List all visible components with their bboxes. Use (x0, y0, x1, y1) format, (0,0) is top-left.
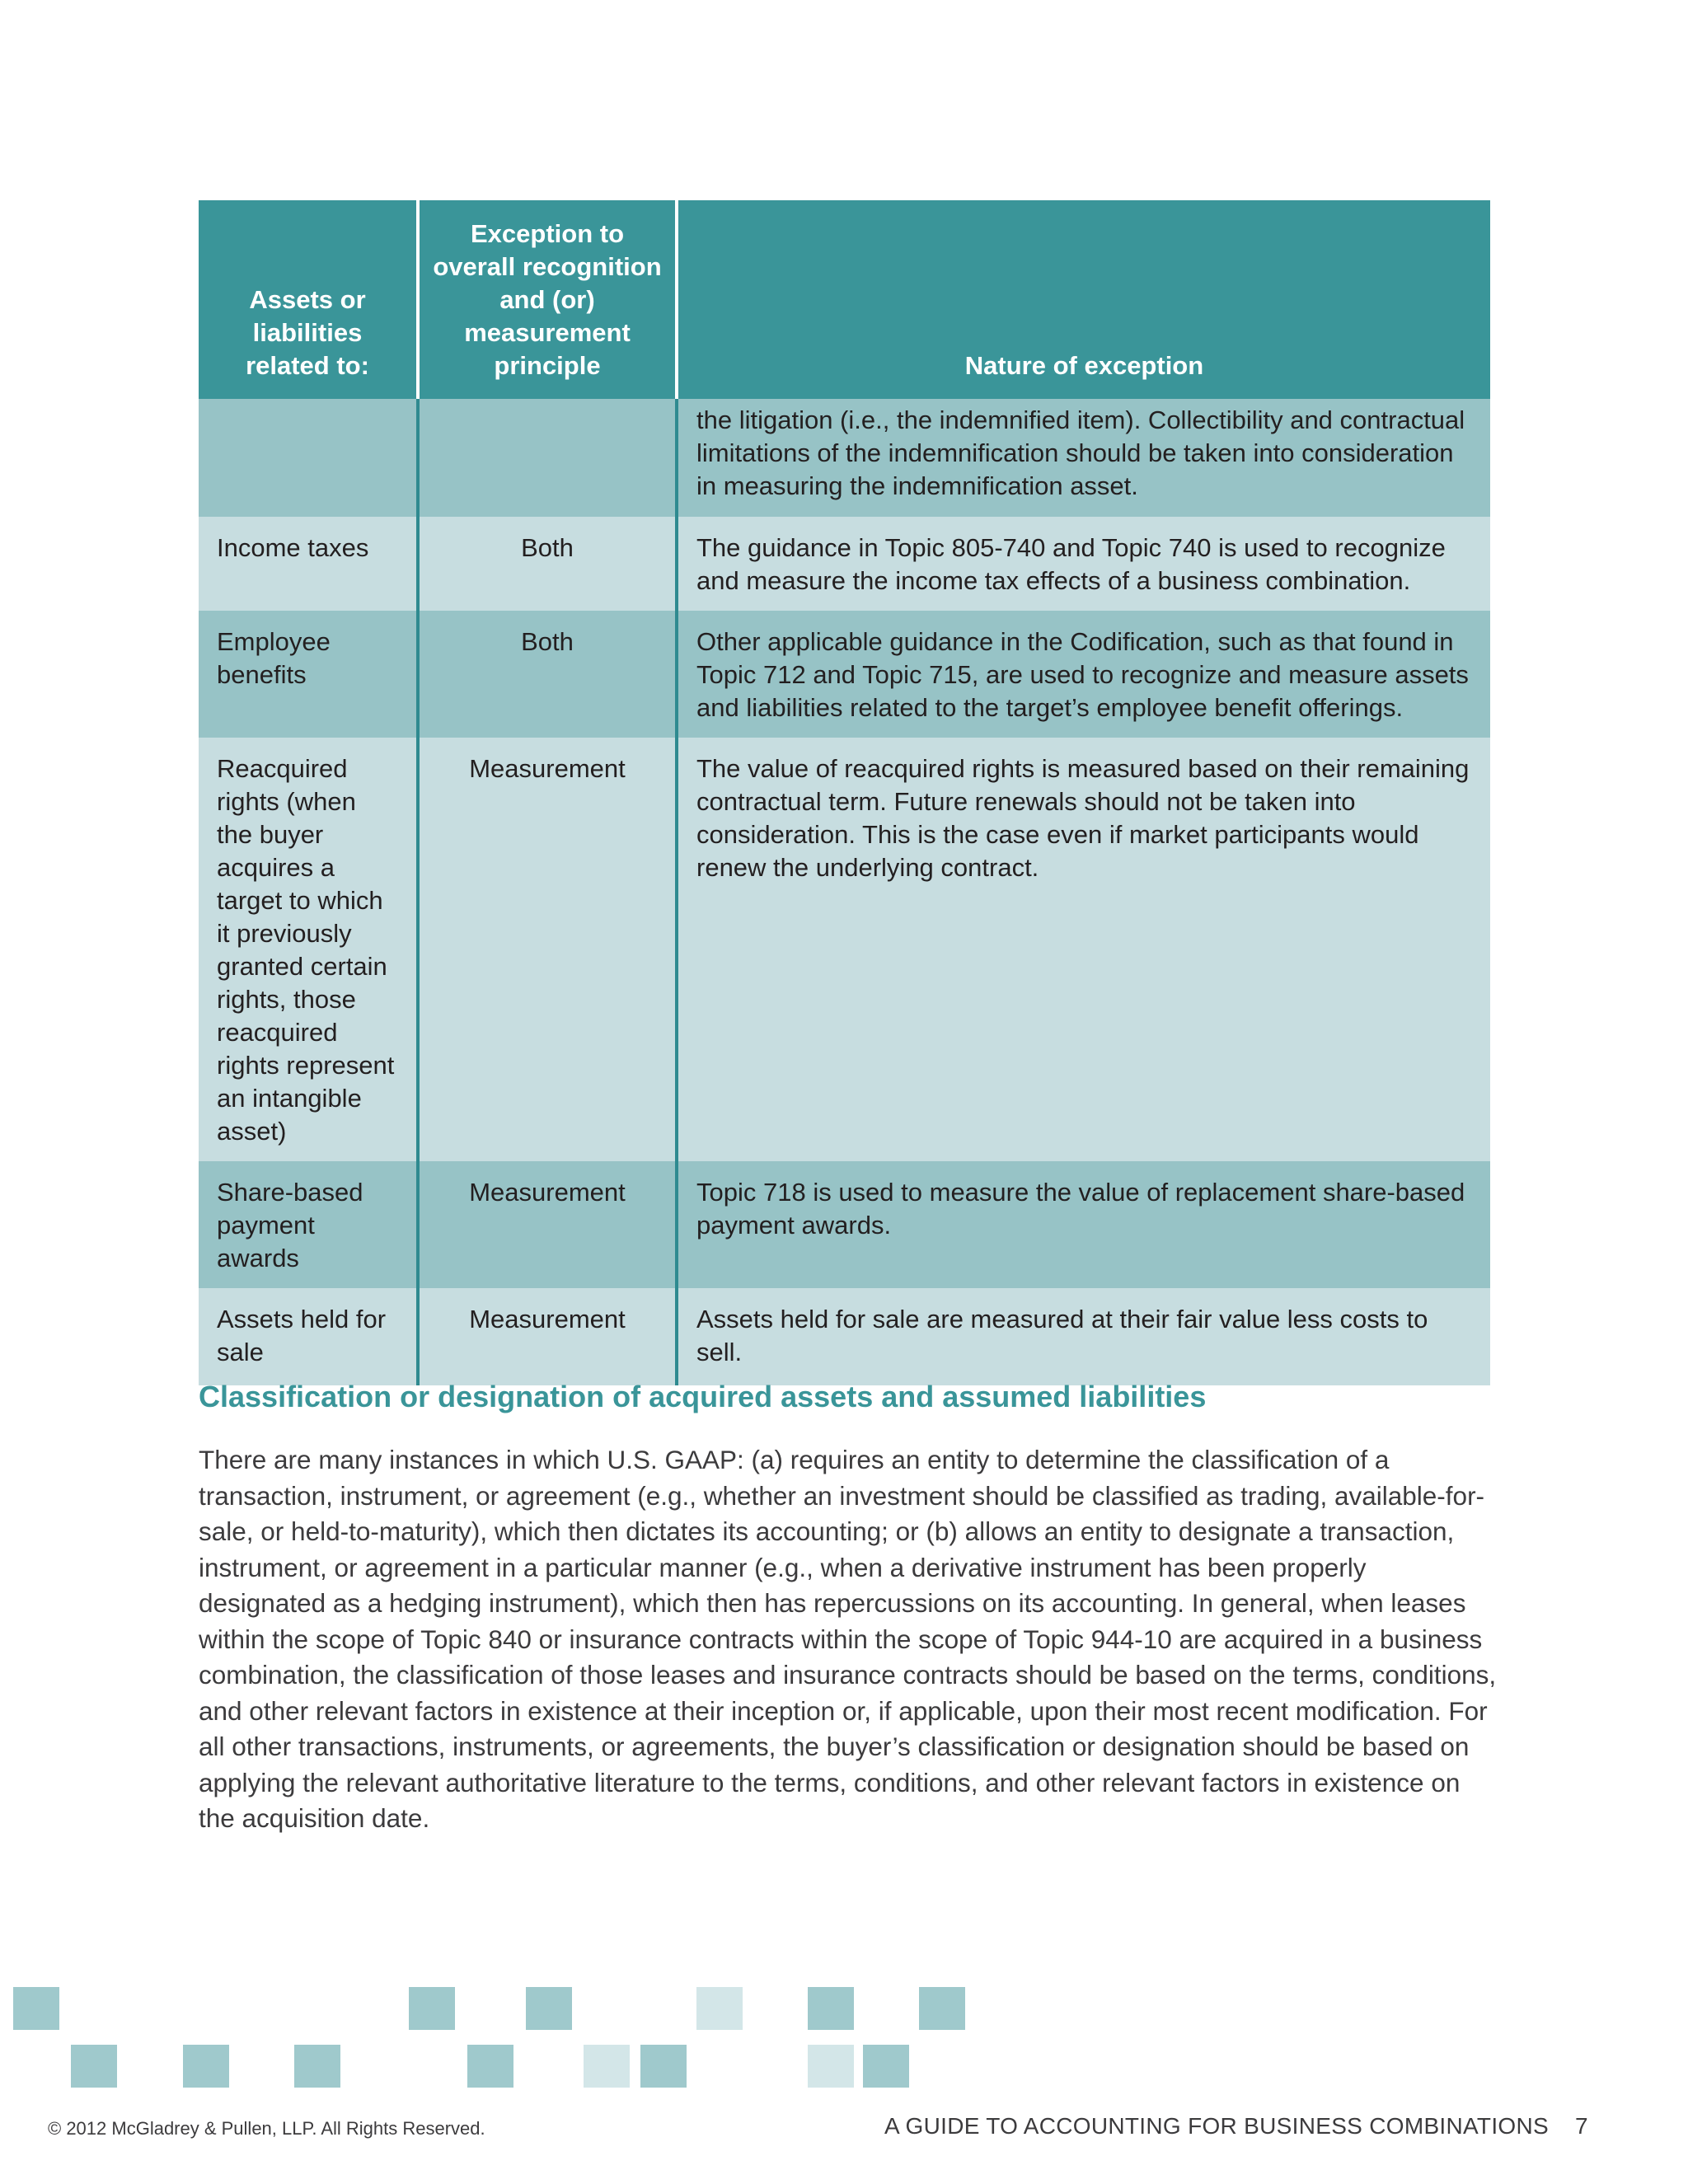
decorative-square (467, 2045, 513, 2088)
header-assets-liabilities: Assets or liabilities related to: (199, 200, 418, 399)
decorative-square (13, 1987, 59, 2030)
decorative-square (584, 2045, 630, 2088)
cell-asset: Assets held for sale (199, 1288, 418, 1385)
cell-nature: the litigation (i.e., the indemnified item). Collectibility and contractual limitations of the indemnification should be taken into consideration in measuring the indemnification asset. (677, 399, 1490, 517)
cell-nature: Other applicable guidance in the Codification, such as that found in Topic 712 and Topic 715, are used to recognize and measure assets and liabilities related to the target’s employee benefit offerings. (677, 611, 1490, 738)
page-number: 7 (1575, 2113, 1588, 2139)
cell-exception: Both (418, 517, 677, 611)
table-row (199, 1288, 1490, 1385)
header-exception-type: Exception to overall recognition and (or) measurement principle (418, 200, 677, 399)
decorative-square (409, 1987, 455, 2030)
decorative-square (526, 1987, 572, 2030)
cell-asset: Reacquired rights (when the buyer acquires a target to which it previously granted certain rights, those reacquired rights represent an intangible asset) (199, 738, 418, 1161)
decorative-square (640, 2045, 687, 2088)
section-body-paragraph: There are many instances in which U.S. GAAP: (a) requires an entity to determine the classification of a transaction, instrument, or agreement (e.g., whether an investment should be classified as trading, available-for-sale, or held-to-maturity), which then dictates its accounting; or (b) allows an entity to designate a transaction, instrument, or agreement in a particular manner (e.g., when a derivative instrument has been properly designated as a hedging instrument), which then has repercussions on its accounting. In general, when leases within the scope of Topic 840 or insurance contracts within the scope of Topic 944-10 are acquired in a business combination, the classification of those leases and insurance contracts should be based on the terms, conditions, and other relevant factors in existence at their inception or, if applicable, upon their most recent modification. For all other transactions, instruments, or agreements, the buyer’s classification or designation should be based on applying the relevant authoritative literature to the terms, conditions, and other relevant factors in existence on the acquisition date. (199, 1445, 1497, 1833)
footer-copyright: © 2012 McGladrey & Pullen, LLP. All Rights Reserved. (48, 2118, 485, 2139)
cell-exception: Both (418, 611, 677, 738)
cell-exception: Measurement (418, 738, 677, 1161)
cell-exception: Measurement (418, 1288, 677, 1385)
decorative-square (71, 2045, 117, 2088)
table-header-row (199, 200, 1490, 399)
cell-asset: Share-based payment awards (199, 1161, 418, 1288)
cell-exception (418, 399, 677, 517)
exceptions-table (199, 200, 1490, 1385)
decorative-square (808, 1987, 854, 2030)
cell-asset: Employee benefits (199, 611, 418, 738)
table-row (199, 738, 1490, 1161)
decorative-square (183, 2045, 229, 2088)
cell-asset: Income taxes (199, 517, 418, 611)
decorative-square (808, 2045, 854, 2088)
cell-nature: Assets held for sale are measured at their fair value less costs to sell. (677, 1288, 1490, 1385)
cell-nature: Topic 718 is used to measure the value of replacement share-based payment awards. (677, 1161, 1490, 1288)
decorative-square (294, 2045, 340, 2088)
table-row (199, 611, 1490, 738)
table-row (199, 399, 1490, 517)
footer-document-title: A GUIDE TO ACCOUNTING FOR BUSINESS COMBINATIONS (884, 2113, 1549, 2139)
table-row (199, 517, 1490, 611)
section-heading: Classification or designation of acquired assets and assumed liabilities (199, 1380, 1207, 1413)
cell-exception: Measurement (418, 1161, 677, 1288)
cell-asset (199, 399, 418, 517)
decorative-square (919, 1987, 965, 2030)
cell-nature: The value of reacquired rights is measured based on their remaining contractual term. Future renewals should not be taken into consideration. This is the case even if market participants would renew the underlying contract. (677, 738, 1490, 1161)
header-nature-of-exception: Nature of exception (677, 200, 1490, 399)
table-row (199, 1161, 1490, 1288)
decorative-square (696, 1987, 743, 2030)
decorative-square (863, 2045, 909, 2088)
cell-nature: The guidance in Topic 805-740 and Topic 740 is used to recognize and measure the income tax effects of a business combination. (677, 517, 1490, 611)
